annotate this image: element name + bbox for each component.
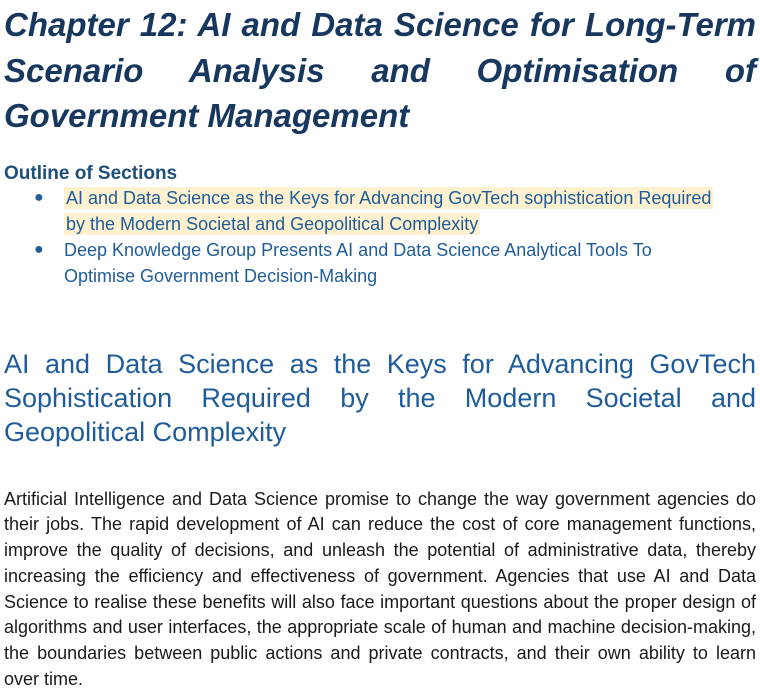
- outline-item[interactable]: [4, 237, 756, 289]
- section-heading: AI and Data Science as the Keys for Advancing GovTech Sophistication Required by the Modern Societal and Geopolitical Complexity: [4, 348, 756, 447]
- chapter-title: Chapter 12: AI and Data Science for Long-Term Scenario Analysis and Optimisation of Government Management: [4, 6, 756, 134]
- outline-link[interactable]: AI and Data Science as the Keys for Advancing GovTech sophistication Required by the Modern Societal and Geopolitical Complexity: [66, 187, 712, 234]
- outline-list: [4, 185, 756, 289]
- body-paragraph: Artificial Intelligence and Data Science promise to change the way government agencies do their jobs. The rapid development of AI can reduce the cost of core management functions, improve the quality of decisions, and unleash the potential of administrative data, thereby increasing the efficiency and effectiveness of government. Agencies that use AI and Data Science to realise these benefits will also face important questions about the proper design of algorithms and user interfaces, the appropriate scale of human and machine decision-making, the boundaries between public actions and private contracts, and their own ability to learn over time.: [4, 488, 756, 690]
- outline-heading: Outline of Sections: [4, 162, 178, 184]
- outline-item[interactable]: [4, 185, 756, 237]
- bullet-icon: ●: [34, 188, 44, 206]
- outline-link[interactable]: Deep Knowledge Group Presents AI and Data Science Analytical Tools To Optimise Government Decision-Making: [64, 239, 652, 286]
- bullet-icon: ●: [34, 240, 44, 258]
